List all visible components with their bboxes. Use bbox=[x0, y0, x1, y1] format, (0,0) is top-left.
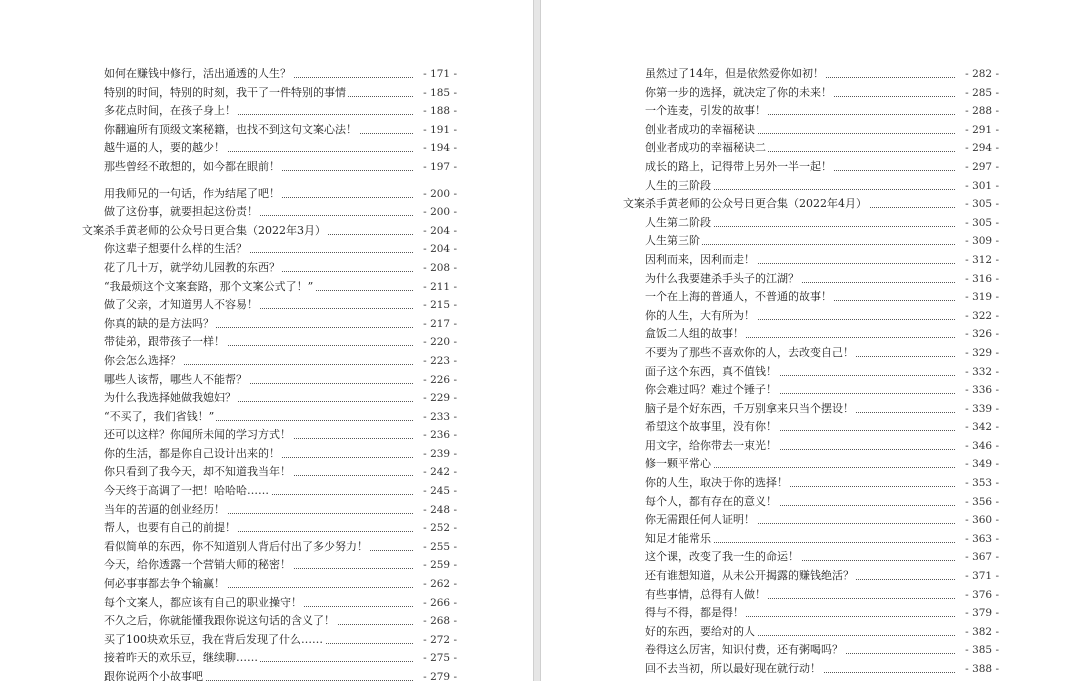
toc-entry bbox=[541, 641, 1080, 660]
toc-entry bbox=[541, 251, 1080, 270]
toc-entry bbox=[541, 84, 1080, 103]
toc-entry-title: 修一颗平常心 bbox=[645, 455, 713, 474]
toc-page-number: - 200 - bbox=[413, 203, 457, 222]
toc-entry bbox=[541, 363, 1080, 382]
toc-entry bbox=[0, 631, 533, 650]
toc-entry bbox=[541, 530, 1080, 549]
toc-page-number: - 266 - bbox=[413, 594, 457, 613]
toc-entry bbox=[0, 84, 533, 103]
toc-entry bbox=[0, 463, 533, 482]
toc-page-number: - 252 - bbox=[413, 519, 457, 538]
toc-page-number: - 316 - bbox=[955, 270, 999, 289]
toc-page-number: - 285 - bbox=[955, 84, 999, 103]
toc-entry-title: 买了100块欢乐豆，我在背后发现了什么…… bbox=[104, 631, 325, 650]
toc-page-number: - 356 - bbox=[955, 493, 999, 512]
toc-page-number: - 339 - bbox=[955, 400, 999, 419]
toc-page-number: - 349 - bbox=[955, 455, 999, 474]
toc-entry bbox=[541, 102, 1080, 121]
toc-page-number: - 360 - bbox=[955, 511, 999, 530]
toc-page-number: - 204 - bbox=[413, 240, 457, 259]
toc-page-number: - 188 - bbox=[413, 102, 457, 121]
toc-page-number: - 239 - bbox=[413, 445, 457, 464]
toc-page-number: - 200 - bbox=[413, 185, 457, 204]
toc-page-number: - 248 - bbox=[413, 501, 457, 520]
toc-entry bbox=[541, 177, 1080, 196]
toc-page-number: - 226 - bbox=[413, 371, 457, 390]
toc-page-number: - 367 - bbox=[955, 548, 999, 567]
toc-entry bbox=[541, 65, 1080, 84]
toc-page-number: - 197 - bbox=[413, 158, 457, 177]
toc-page-number: - 305 - bbox=[955, 214, 999, 233]
toc-entry-title: “不买了，我们省钱！” bbox=[104, 408, 216, 427]
toc-section-heading bbox=[541, 195, 1080, 214]
toc-entry-title: 今天终于高调了一把！哈哈哈…… bbox=[104, 482, 271, 501]
toc-entry bbox=[541, 270, 1080, 289]
toc-page-number: - 275 - bbox=[413, 649, 457, 668]
toc-entry bbox=[541, 214, 1080, 233]
toc-entry-title: 做了父亲，才知道男人不容易！ bbox=[104, 296, 260, 315]
toc-page-number: - 279 - bbox=[413, 668, 457, 681]
toc-entry bbox=[0, 445, 533, 464]
toc-entry-title: “我最烦这个文案套路，那个文案公式了！” bbox=[104, 278, 315, 297]
toc-entry bbox=[0, 121, 533, 140]
toc-entry-title: 这个课，改变了我一生的命运！ bbox=[645, 548, 801, 567]
toc-entry bbox=[0, 538, 533, 557]
toc-entry-title: 不久之后，你就能懂我跟你说这句话的含义了！ bbox=[104, 612, 337, 631]
toc-entry bbox=[541, 660, 1080, 679]
toc-entry-title: 人生的三阶段 bbox=[645, 177, 713, 196]
toc-entry bbox=[0, 65, 533, 84]
toc-entry bbox=[0, 185, 533, 204]
toc-entry-title: 你真的缺的是方法吗？ bbox=[104, 315, 216, 334]
toc-entry-title: 何必事事都去争个输赢！ bbox=[104, 575, 227, 594]
toc-entry-title: 人生第二阶段 bbox=[645, 214, 713, 233]
toc-entry-title: 盒饭二人组的故事！ bbox=[645, 325, 746, 344]
toc-entry-title: 为什么我选择她做我媳妇？ bbox=[104, 389, 238, 408]
toc-entry bbox=[0, 278, 533, 297]
toc-entry bbox=[0, 426, 533, 445]
toc-entry-title: 不要为了那些不喜欢你的人，去改变自己！ bbox=[645, 344, 856, 363]
toc-entry bbox=[0, 158, 533, 177]
toc-page-number: - 329 - bbox=[955, 344, 999, 363]
toc-entry bbox=[541, 158, 1080, 177]
toc-entry bbox=[0, 519, 533, 538]
toc-entry bbox=[0, 203, 533, 222]
toc-page-number: - 242 - bbox=[413, 463, 457, 482]
toc-entry-title: 接着昨天的欢乐豆，继续聊…… bbox=[104, 649, 260, 668]
toc-entry bbox=[541, 437, 1080, 456]
toc-entry-title: 特别的时间，特别的时刻，我干了一件特别的事情 bbox=[104, 84, 348, 103]
toc-page-number: - 171 - bbox=[413, 65, 457, 84]
toc-entry-title: 越牛逼的人，要的越少！ bbox=[104, 139, 227, 158]
toc-entry bbox=[0, 333, 533, 352]
toc-page-number: - 272 - bbox=[413, 631, 457, 650]
toc-entry-title: 那些曾经不敢想的，如今都在眼前！ bbox=[104, 158, 282, 177]
toc-page-number: - 376 - bbox=[955, 586, 999, 605]
toc-page-number: - 211 - bbox=[413, 278, 457, 297]
toc-entry-title: 看似简单的东西，你不知道别人背后付出了多少努力！ bbox=[104, 538, 370, 557]
toc-entry bbox=[541, 511, 1080, 530]
table-of-contents-right bbox=[541, 65, 1080, 679]
toc-entry-title: 一个在上海的普通人，不普通的故事！ bbox=[645, 288, 834, 307]
toc-page-number: - 268 - bbox=[413, 612, 457, 631]
toc-entry bbox=[541, 623, 1080, 642]
toc-entry bbox=[541, 344, 1080, 363]
toc-page-number: - 363 - bbox=[955, 530, 999, 549]
toc-page-number: - 255 - bbox=[413, 538, 457, 557]
toc-entry-title: 因利而来，因利而走！ bbox=[645, 251, 757, 270]
toc-entry-title: 帮人，也要有自己的前提！ bbox=[104, 519, 238, 538]
toc-entry bbox=[541, 418, 1080, 437]
toc-page-number: - 385 - bbox=[955, 641, 999, 660]
toc-page-number: - 291 - bbox=[955, 121, 999, 140]
toc-page-number: - 220 - bbox=[413, 333, 457, 352]
toc-entry-title: 希望这个故事里，没有你！ bbox=[645, 418, 779, 437]
toc-entry bbox=[0, 352, 533, 371]
toc-entry bbox=[541, 232, 1080, 251]
toc-page-number: - 233 - bbox=[413, 408, 457, 427]
toc-entry-title: 还可以这样？你闻所未闻的学习方式！ bbox=[104, 426, 293, 445]
toc-page-number: - 215 - bbox=[413, 296, 457, 315]
toc-entry-title: 一个连麦，引发的故事！ bbox=[645, 102, 768, 121]
toc-page-number: - 382 - bbox=[955, 623, 999, 642]
toc-page-number: - 229 - bbox=[413, 389, 457, 408]
toc-page-number: - 388 - bbox=[955, 660, 999, 679]
toc-entry bbox=[541, 455, 1080, 474]
toc-entry-title: 做了这份事，就要担起这份责！ bbox=[104, 203, 260, 222]
toc-entry bbox=[0, 315, 533, 334]
toc-page-number: - 204 - bbox=[413, 222, 457, 241]
toc-entry bbox=[541, 548, 1080, 567]
toc-entry-title: 你无需跟任何人证明！ bbox=[645, 511, 757, 530]
toc-entry-title: 用我师兄的一句话，作为结尾了吧！ bbox=[104, 185, 282, 204]
toc-entry bbox=[541, 288, 1080, 307]
toc-entry-title: 每个文案人，都应该有自己的职业操守！ bbox=[104, 594, 304, 613]
toc-entry bbox=[0, 594, 533, 613]
toc-entry-title: 你这辈子想要什么样的生活？ bbox=[104, 240, 249, 259]
toc-entry-title: 脑子是个好东西，千万别拿来只当个摆设！ bbox=[645, 400, 856, 419]
toc-entry-title: 你第一步的选择，就决定了你的未来！ bbox=[645, 84, 834, 103]
toc-page-number: - 236 - bbox=[413, 426, 457, 445]
toc-entry bbox=[0, 408, 533, 427]
toc-entry-title: 跟你说两个小故事吧 bbox=[104, 668, 205, 681]
toc-entry bbox=[0, 575, 533, 594]
toc-entry-title: 文案杀手黄老师的公众号日更合集（2022年3月） bbox=[82, 222, 328, 241]
toc-entry-title: 你只看到了我今天，却不知道我当年！ bbox=[104, 463, 293, 482]
toc-page-number: - 282 - bbox=[955, 65, 999, 84]
toc-entry bbox=[0, 240, 533, 259]
toc-entry bbox=[541, 474, 1080, 493]
toc-page-number: - 223 - bbox=[413, 352, 457, 371]
toc-page-number: - 301 - bbox=[955, 177, 999, 196]
toc-section-heading bbox=[0, 222, 533, 241]
left-page bbox=[0, 0, 534, 681]
toc-entry bbox=[0, 501, 533, 520]
toc-page-number: - 332 - bbox=[955, 363, 999, 382]
toc-entry-title: 你翻遍所有顶级文案秘籍，也找不到这句文案心法！ bbox=[104, 121, 359, 140]
toc-page-number: - 353 - bbox=[955, 474, 999, 493]
toc-entry bbox=[0, 612, 533, 631]
toc-entry-title: 人生第三阶 bbox=[645, 232, 702, 251]
toc-page-number: - 191 - bbox=[413, 121, 457, 140]
toc-page-number: - 288 - bbox=[955, 102, 999, 121]
toc-entry bbox=[0, 371, 533, 390]
toc-page-number: - 346 - bbox=[955, 437, 999, 456]
toc-entry-title: 多花点时间，在孩子身上！ bbox=[104, 102, 238, 121]
toc-entry-title: 你会怎么选择？ bbox=[104, 352, 183, 371]
toc-entry-title: 文案杀手黄老师的公众号日更合集（2022年4月） bbox=[623, 195, 869, 214]
toc-entry bbox=[0, 102, 533, 121]
toc-page-number: - 336 - bbox=[955, 381, 999, 400]
toc-entry-title: 你的生活，都是你自己设计出来的！ bbox=[104, 445, 282, 464]
toc-entry-title: 回不去当初，所以最好现在就行动！ bbox=[645, 660, 823, 679]
toc-page-number: - 379 - bbox=[955, 604, 999, 623]
toc-entry-title: 得与不得，都是得！ bbox=[645, 604, 746, 623]
toc-page-number: - 305 - bbox=[955, 195, 999, 214]
table-of-contents-left bbox=[0, 65, 533, 681]
toc-entry-title: 还有谁想知道，从未公开揭露的赚钱绝活？ bbox=[645, 567, 856, 586]
toc-entry bbox=[0, 668, 533, 681]
toc-entry-title: 哪些人该帮，哪些人不能帮？ bbox=[104, 371, 249, 390]
toc-page-number: - 262 - bbox=[413, 575, 457, 594]
toc-page-number: - 185 - bbox=[413, 84, 457, 103]
toc-entry bbox=[541, 400, 1080, 419]
toc-entry bbox=[541, 325, 1080, 344]
toc-entry-title: 虽然过了14年，但是依然爱你如初！ bbox=[645, 65, 826, 84]
toc-page-number: - 312 - bbox=[955, 251, 999, 270]
toc-entry-title: 你的人生，取决于你的选择！ bbox=[645, 474, 790, 493]
toc-entry bbox=[0, 482, 533, 501]
toc-entry bbox=[541, 307, 1080, 326]
toc-entry bbox=[0, 649, 533, 668]
toc-entry-title: 带徒弟，跟带孩子一样！ bbox=[104, 333, 227, 352]
toc-entry-title: 为什么我要建杀手头子的江湖？ bbox=[645, 270, 801, 289]
toc-entry bbox=[541, 604, 1080, 623]
toc-entry bbox=[541, 139, 1080, 158]
toc-page-number: - 297 - bbox=[955, 158, 999, 177]
toc-page-number: - 322 - bbox=[955, 307, 999, 326]
toc-entry-title: 创业者成功的幸福秘诀二 bbox=[645, 139, 768, 158]
toc-page-number: - 245 - bbox=[413, 482, 457, 501]
toc-page-number: - 326 - bbox=[955, 325, 999, 344]
toc-page-number: - 217 - bbox=[413, 315, 457, 334]
toc-entry bbox=[541, 121, 1080, 140]
toc-entry-title: 花了几十万，就学幼儿园教的东西？ bbox=[104, 259, 282, 278]
toc-entry-title: 你会难过吗？难过个锤子！ bbox=[645, 381, 779, 400]
toc-page-number: - 259 - bbox=[413, 556, 457, 575]
toc-entry bbox=[541, 586, 1080, 605]
toc-entry-title: 好的东西，要给对的人 bbox=[645, 623, 757, 642]
toc-entry bbox=[0, 389, 533, 408]
toc-entry-title: 你的人生，大有所为！ bbox=[645, 307, 757, 326]
toc-entry-title: 创业者成功的幸福秘诀 bbox=[645, 121, 757, 140]
toc-page-number: - 309 - bbox=[955, 232, 999, 251]
toc-entry bbox=[541, 493, 1080, 512]
toc-entry bbox=[0, 556, 533, 575]
toc-page-number: - 319 - bbox=[955, 288, 999, 307]
toc-entry bbox=[541, 567, 1080, 586]
toc-entry-title: 成长的路上，记得带上另外一半一起！ bbox=[645, 158, 834, 177]
toc-entry-title: 当年的苦逼的创业经历！ bbox=[104, 501, 227, 520]
toc-entry-title: 知足才能常乐 bbox=[645, 530, 713, 549]
toc-entry bbox=[0, 259, 533, 278]
toc-entry-title: 如何在赚钱中修行，活出通透的人生？ bbox=[104, 65, 293, 84]
toc-page-number: - 208 - bbox=[413, 259, 457, 278]
toc-entry-title: 用文字，给你带去一束光！ bbox=[645, 437, 779, 456]
toc-page-number: - 342 - bbox=[955, 418, 999, 437]
toc-entry bbox=[541, 381, 1080, 400]
right-page bbox=[540, 0, 1080, 681]
toc-entry-title: 今天，给你透露一个营销大师的秘密！ bbox=[104, 556, 293, 575]
toc-page-number: - 194 - bbox=[413, 139, 457, 158]
toc-entry-title: 面子这个东西，真不值钱！ bbox=[645, 363, 779, 382]
toc-entry-title: 每个人，都有存在的意义！ bbox=[645, 493, 779, 512]
toc-entry bbox=[0, 296, 533, 315]
toc-page-number: - 371 - bbox=[955, 567, 999, 586]
toc-entry-title: 卷得这么厉害，知识付费，还有粥喝吗？ bbox=[645, 641, 845, 660]
toc-page-number: - 294 - bbox=[955, 139, 999, 158]
toc-entry-title: 有些事情，总得有人做！ bbox=[645, 586, 768, 605]
toc-entry bbox=[0, 139, 533, 158]
